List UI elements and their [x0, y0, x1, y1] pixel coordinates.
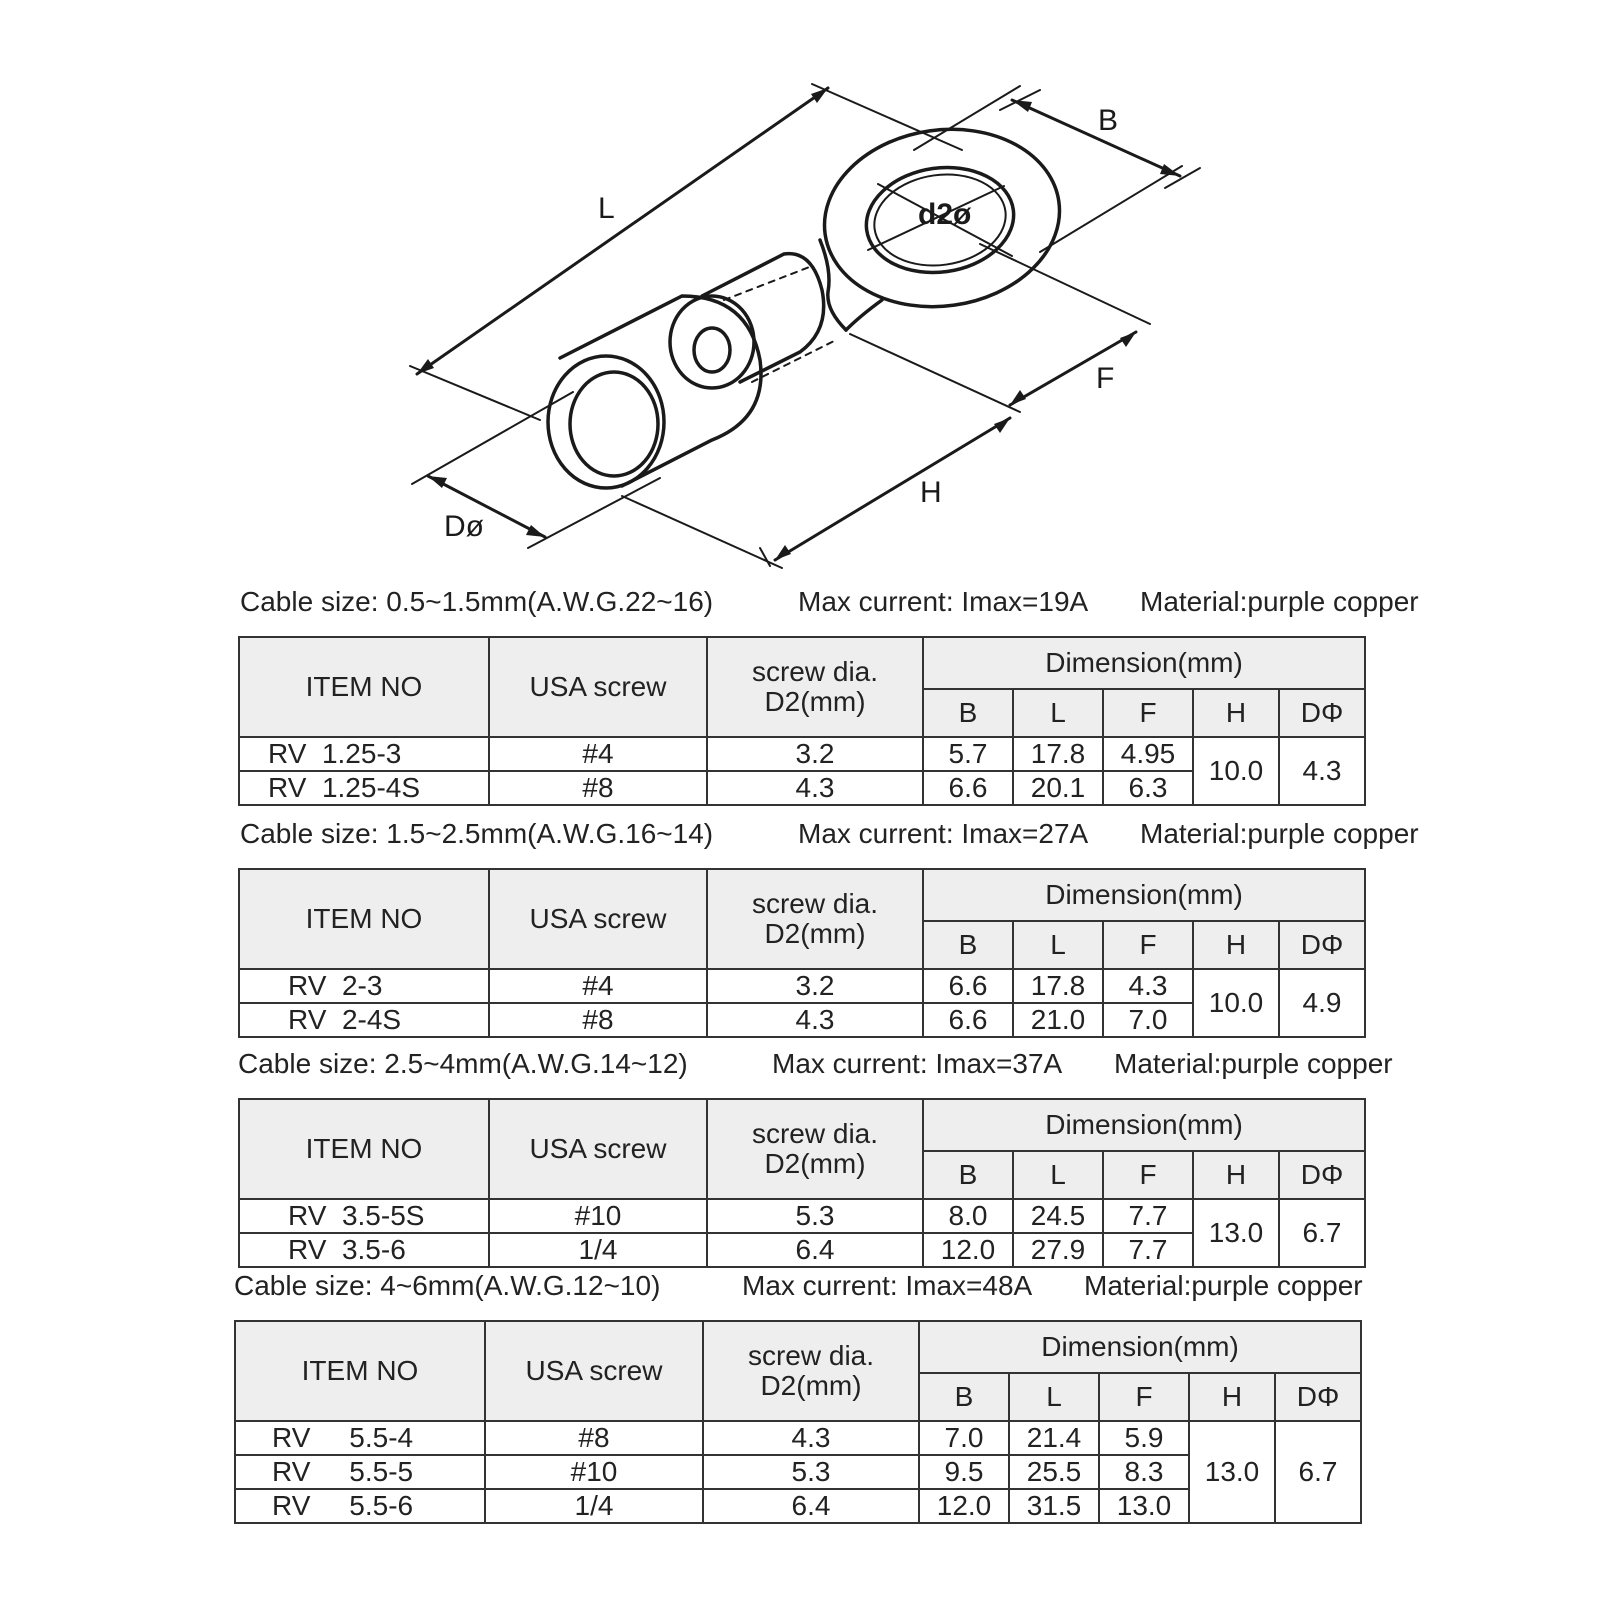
- dim-l: 17.8: [1013, 969, 1103, 1003]
- header-screw-dia: [707, 869, 923, 969]
- spec-table: [234, 1320, 1362, 1524]
- header-l: L: [1009, 1373, 1099, 1421]
- dim-b: 6.6: [923, 771, 1013, 805]
- header-f: F: [1099, 1373, 1189, 1421]
- header-screw-dia-line1: screw dia.: [751, 1118, 879, 1149]
- header-screw-dia: [707, 637, 923, 737]
- dim-l: 21.0: [1013, 1003, 1103, 1037]
- table-row: [239, 737, 1365, 771]
- dim-l: 17.8: [1013, 737, 1103, 771]
- item-no: RV 2-3: [239, 969, 489, 1003]
- header-l: L: [1013, 921, 1103, 969]
- header-screw-dia-line2: D2(mm): [764, 1148, 866, 1179]
- header-screw-dia-line1: screw dia.: [751, 656, 879, 687]
- header-item-no: ITEM NO: [239, 869, 489, 969]
- screw-dia: 6.4: [703, 1489, 919, 1523]
- header-item-no: ITEM NO: [235, 1321, 485, 1421]
- header-screw-dia-line1: screw dia.: [751, 888, 879, 919]
- header-item-no: ITEM NO: [239, 1099, 489, 1199]
- usa-screw: #8: [489, 771, 707, 805]
- label-l: L: [598, 192, 615, 225]
- header-screw-dia: [707, 1099, 923, 1199]
- dim-l: 31.5: [1009, 1489, 1099, 1523]
- max-current: Max current: Imax=27A: [798, 818, 1089, 849]
- usa-screw: #8: [485, 1421, 703, 1455]
- header-h: H: [1189, 1373, 1275, 1421]
- screw-dia: 5.3: [707, 1199, 923, 1233]
- header-usa-screw: USA screw: [489, 869, 707, 969]
- label-h: H: [920, 476, 942, 509]
- dim-f: 4.3: [1103, 969, 1193, 1003]
- dim-h: 10.0: [1193, 969, 1279, 1037]
- usa-screw: #8: [489, 1003, 707, 1037]
- spec-table: [238, 1098, 1366, 1268]
- spec-table: [238, 636, 1366, 806]
- header-f: F: [1103, 689, 1193, 737]
- material: Material:purple copper: [1114, 1048, 1393, 1079]
- dim-b: 6.6: [923, 1003, 1013, 1037]
- header-usa-screw: USA screw: [489, 1099, 707, 1199]
- dim-h: 13.0: [1189, 1421, 1275, 1523]
- usa-screw: #4: [489, 969, 707, 1003]
- dim-b: 12.0: [923, 1233, 1013, 1267]
- dim-f: 5.9: [1099, 1421, 1189, 1455]
- item-no: RV 1.25-3: [239, 737, 489, 771]
- header-screw-dia: [703, 1321, 919, 1421]
- screw-dia: 4.3: [707, 1003, 923, 1037]
- dim-dphi: 4.3: [1279, 737, 1365, 805]
- dim-dphi: 6.7: [1279, 1199, 1365, 1267]
- dim-f: 6.3: [1103, 771, 1193, 805]
- item-no: RV 5.5-6: [235, 1489, 485, 1523]
- item-no: RV 5.5-5: [235, 1455, 485, 1489]
- header-h: H: [1193, 1151, 1279, 1199]
- header-b: B: [923, 689, 1013, 737]
- table-row: [235, 1421, 1361, 1455]
- dim-b: 5.7: [923, 737, 1013, 771]
- screw-dia: 5.3: [703, 1455, 919, 1489]
- header-dimension: Dimension(mm): [923, 1099, 1365, 1151]
- dim-b: 12.0: [919, 1489, 1009, 1523]
- usa-screw: 1/4: [489, 1233, 707, 1267]
- dim-b: 8.0: [923, 1199, 1013, 1233]
- item-no: RV 2-4S: [239, 1003, 489, 1037]
- dim-l: 21.4: [1009, 1421, 1099, 1455]
- spec-table: [238, 868, 1366, 1038]
- item-no: RV 5.5-4: [235, 1421, 485, 1455]
- header-l: L: [1013, 1151, 1103, 1199]
- dim-b: 9.5: [919, 1455, 1009, 1489]
- screw-dia: 3.2: [707, 969, 923, 1003]
- header-dimension: Dimension(mm): [919, 1321, 1361, 1373]
- material: Material:purple copper: [1140, 586, 1419, 617]
- dim-f: 7.0: [1103, 1003, 1193, 1037]
- max-current: Max current: Imax=19A: [798, 586, 1089, 617]
- screw-dia: 6.4: [707, 1233, 923, 1267]
- cable-size: Cable size: 2.5~4mm(A.W.G.14~12): [238, 1048, 688, 1079]
- label-d: Dø: [444, 510, 484, 543]
- header-item-no: ITEM NO: [239, 637, 489, 737]
- dim-b: 6.6: [923, 969, 1013, 1003]
- cable-size: Cable size: 0.5~1.5mm(A.W.G.22~16): [240, 586, 714, 617]
- header-dphi: DΦ: [1279, 689, 1365, 737]
- usa-screw: 1/4: [485, 1489, 703, 1523]
- header-f: F: [1103, 1151, 1193, 1199]
- dim-f: 13.0: [1099, 1489, 1189, 1523]
- header-dphi: DΦ: [1279, 1151, 1365, 1199]
- item-no: RV 1.25-4S: [239, 771, 489, 805]
- header-dimension: Dimension(mm): [923, 869, 1365, 921]
- material: Material:purple copper: [1084, 1270, 1363, 1301]
- header-screw-dia-line2: D2(mm): [764, 918, 866, 949]
- cable-size: Cable size: 4~6mm(A.W.G.12~10): [234, 1270, 661, 1301]
- screw-dia: 4.3: [703, 1421, 919, 1455]
- dim-b: 7.0: [919, 1421, 1009, 1455]
- dim-h: 10.0: [1193, 737, 1279, 805]
- dim-f: 7.7: [1103, 1233, 1193, 1267]
- dim-h: 13.0: [1193, 1199, 1279, 1267]
- header-dphi: DΦ: [1279, 921, 1365, 969]
- dim-f: 8.3: [1099, 1455, 1189, 1489]
- screw-dia: 3.2: [707, 737, 923, 771]
- header-usa-screw: USA screw: [485, 1321, 703, 1421]
- max-current: Max current: Imax=48A: [742, 1270, 1033, 1301]
- header-screw-dia-line2: D2(mm): [764, 686, 866, 717]
- table-row: [239, 1199, 1365, 1233]
- dim-l: 27.9: [1013, 1233, 1103, 1267]
- header-h: H: [1193, 689, 1279, 737]
- dim-l: 20.1: [1013, 771, 1103, 805]
- header-f: F: [1103, 921, 1193, 969]
- dim-dphi: 4.9: [1279, 969, 1365, 1037]
- header-b: B: [919, 1373, 1009, 1421]
- label-b: B: [1098, 104, 1119, 137]
- label-d2: d2ø: [918, 198, 972, 231]
- item-no: RV 3.5-5S: [239, 1199, 489, 1233]
- header-b: B: [923, 921, 1013, 969]
- dim-l: 24.5: [1013, 1199, 1103, 1233]
- usa-screw: #10: [485, 1455, 703, 1489]
- header-l: L: [1013, 689, 1103, 737]
- cable-size: Cable size: 1.5~2.5mm(A.W.G.16~14): [240, 818, 714, 849]
- header-dphi: DΦ: [1275, 1373, 1361, 1421]
- item-no: RV 3.5-6: [239, 1233, 489, 1267]
- dim-f: 7.7: [1103, 1199, 1193, 1233]
- dim-f: 4.95: [1103, 737, 1193, 771]
- header-screw-dia-line1: screw dia.: [747, 1340, 875, 1371]
- dim-l: 25.5: [1009, 1455, 1099, 1489]
- usa-screw: #10: [489, 1199, 707, 1233]
- table-row: [239, 969, 1365, 1003]
- header-usa-screw: USA screw: [489, 637, 707, 737]
- header-dimension: Dimension(mm): [923, 637, 1365, 689]
- ring-terminal-diagram: [0, 0, 1600, 590]
- header-b: B: [923, 1151, 1013, 1199]
- max-current: Max current: Imax=37A: [772, 1048, 1063, 1079]
- screw-dia: 4.3: [707, 771, 923, 805]
- dim-dphi: 6.7: [1275, 1421, 1361, 1523]
- usa-screw: #4: [489, 737, 707, 771]
- header-h: H: [1193, 921, 1279, 969]
- material: Material:purple copper: [1140, 818, 1419, 849]
- header-screw-dia-line2: D2(mm): [760, 1370, 862, 1401]
- label-f: F: [1096, 362, 1115, 395]
